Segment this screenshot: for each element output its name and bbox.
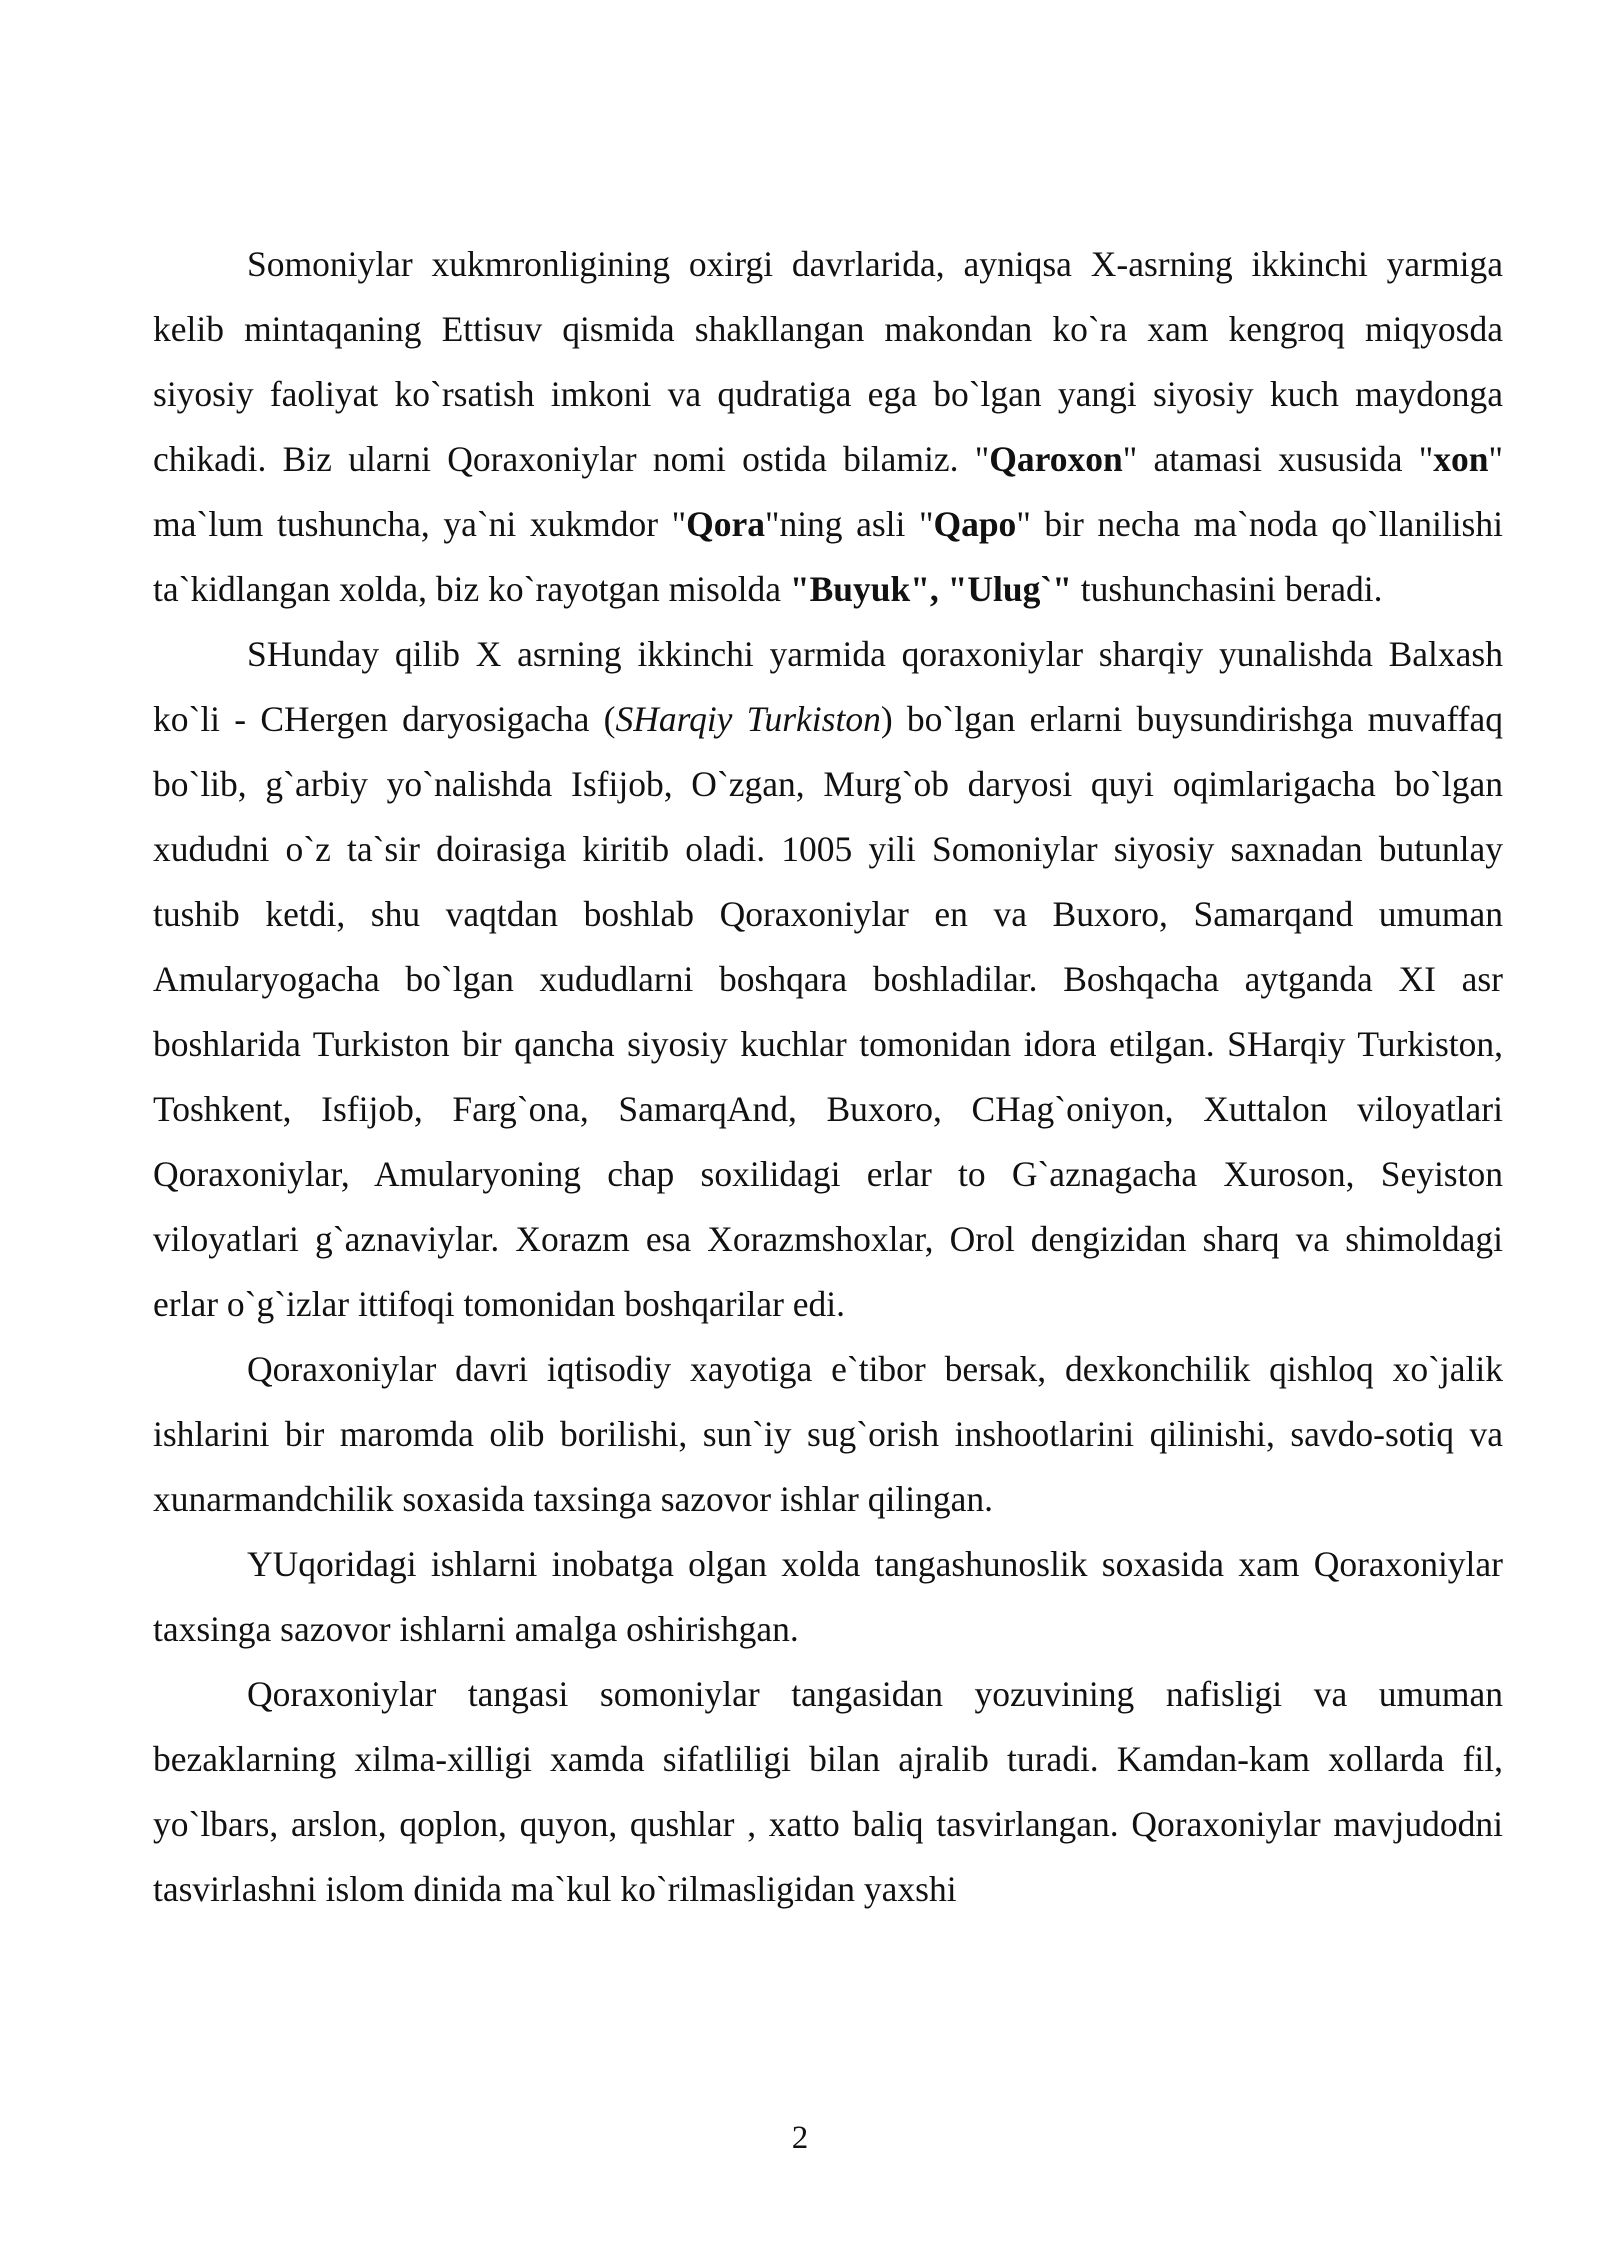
bold-term: Qaroxon	[989, 439, 1123, 479]
italic-term: SHarqiy Turkiston	[615, 699, 881, 739]
text-run: YUqoridagi ishlarni inobatga olgan xolda tangashunoslik soxasida xam Qoraxoniylar taxsinga sazovor ishlarni amalga oshirishgan.	[153, 1544, 1503, 1649]
text-run: ) bo`lgan erlarni buysundirishga muvaffaq bo`lib, g`arbiy yo`nalishda Isfijob, O`zgan, Murg`ob daryosi quyi oqimlarigacha bo`lgan xududni o`z ta`sir doirasiga kiritib oladi. 1005 yili Somoniylar siyosiy saxnadan butunlay tushib ketdi, shu vaqtdan boshlab Qoraxoniylar en va Buxoro, Samarqand umuman Amularyogacha bo`lgan xududlarni boshqara boshladilar. Boshqacha aytganda XI asr boshlarida Turkiston bir qancha siyosiy kuchlar tomonidan idora etilgan. SHarqiy Turkiston, Toshkent, Isfijob, Farg`ona, SamarqAnd, Buxoro, CHag`oniyon, Xuttalon viloyatlari Qoraxoniylar, Amularyoning chap soxilidagi erlar to G`aznagacha Xuroson, Seyiston viloyatlari g`aznaviylar. Xorazm esa Xorazmshoxlar, Orol dengizidan sharq va shimoldagi erlar o`g`izlar ittifoqi tomonidan boshqarilar edi.	[153, 699, 1503, 1324]
paragraph	[153, 232, 1503, 622]
bold-term: "Buyuk", "Ulug`"	[789, 569, 1072, 609]
paragraph	[153, 1662, 1503, 1922]
paragraph	[153, 622, 1503, 1337]
text-run: tushunchasini beradi.	[1071, 569, 1383, 609]
bold-term: Qapo	[933, 504, 1017, 544]
text-run: " bir necha ma`noda qo`llanilishi ta`kidlangan xolda, biz ko`rayotgan misolda	[153, 504, 1503, 609]
text-run: Somoniylar xukmronligining oxirgi davrlarida, ayniqsa X-asrning ikkinchi yarmiga kelib mintaqaning Ettisuv qismida shakllangan makondan ko`ra xam kengroq miqyosda siyosiy faoliyat ko`rsatish imkoni va qudratiga ega bo`lgan yangi siyosiy kuch maydonga chikadi. Biz ularni Qoraxoniylar nomi ostida bilamiz. "	[153, 244, 1503, 479]
paragraph	[153, 1532, 1503, 1662]
text-run: SHunday qilib X asrning ikkinchi yarmida qoraxoniylar sharqiy yunalishda Balxash ko`li - CHergen daryosigacha (	[153, 634, 1503, 739]
text-run: Qoraxoniylar davri iqtisodiy xayotiga e`tibor bersak, dexkonchilik qishloq xo`jalik ishlarini bir maromda olib borilishi, sun`iy sug`orish inshootlarini qilinishi, savdo-sotiq va xunarmandchilik soxasida taxsinga sazovor ishlar qilingan.	[153, 1349, 1503, 1519]
text-run: "ning asli "	[764, 504, 934, 544]
paragraph	[153, 1337, 1503, 1532]
page-number: 2	[791, 2120, 809, 2156]
bold-term: xon	[1433, 439, 1489, 479]
bold-term: Qora	[686, 504, 765, 544]
text-run: Qoraxoniylar tangasi somoniylar tangasidan yozuvining nafisligi va umuman bezaklarning xilma-xilligi xamda sifatliligi bilan ajralib turadi. Kamdan-kam xollarda fil, yo`lbars, arslon, qoplon, quyon, qushlar , xatto baliq tasvirlangan. Qoraxoniylar mavjudodni tasvirlashni islom dinida ma`kul ko`rilmasligidan yaxshi	[153, 1674, 1503, 1909]
text-run: " atamasi xususida "	[1122, 439, 1434, 479]
text-run: " ma`lum tushuncha, ya`ni xukmdor "	[153, 439, 1503, 544]
body-text	[153, 232, 1503, 1922]
